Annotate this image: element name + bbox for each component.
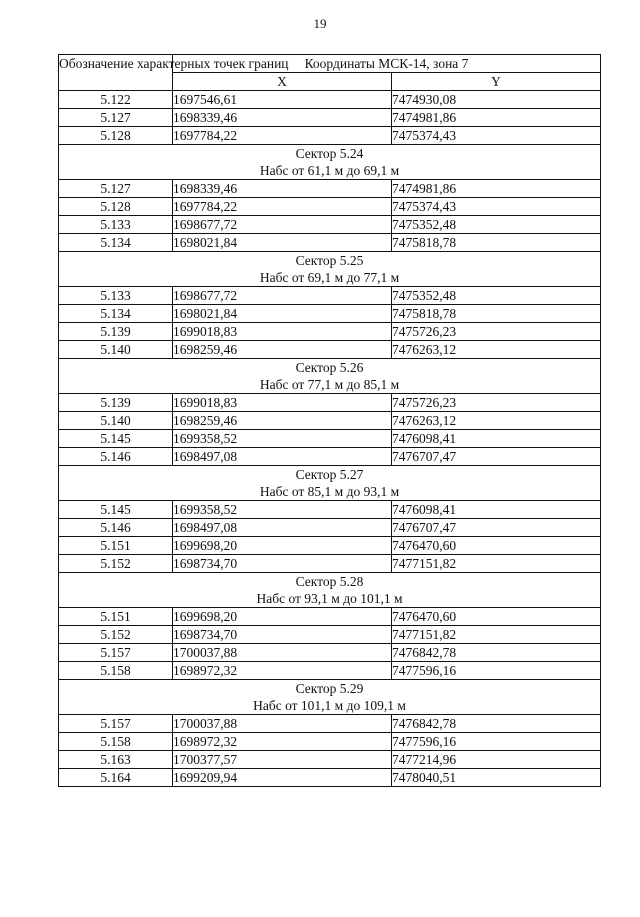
- table-row: [59, 519, 601, 537]
- sector-header: [59, 573, 601, 608]
- table-row: [59, 198, 601, 216]
- table-row: [59, 180, 601, 198]
- point-cell: 5.152: [59, 555, 173, 573]
- sector-range: Набс от 85,1 м до 93,1 м: [259, 484, 400, 499]
- y-cell: 7475374,43: [392, 198, 601, 216]
- table-row: [59, 448, 601, 466]
- y-cell: 7475726,23: [392, 394, 601, 412]
- y-cell: 7476098,41: [392, 430, 601, 448]
- x-cell: 1699018,83: [173, 394, 392, 412]
- x-cell: 1699358,52: [173, 430, 392, 448]
- y-cell: 7474981,86: [392, 109, 601, 127]
- y-cell: 7478040,51: [392, 769, 601, 787]
- y-cell: 7477596,16: [392, 733, 601, 751]
- y-cell: 7476470,60: [392, 537, 601, 555]
- sector-range: Набс от 101,1 м до 109,1 м: [253, 698, 406, 713]
- x-cell: 1699698,20: [173, 608, 392, 626]
- sector-range: Набс от 77,1 м до 85,1 м: [259, 377, 400, 392]
- sector-header: [59, 680, 601, 715]
- point-cell: 5.158: [59, 733, 173, 751]
- sector-title: Сектор 5.28: [295, 574, 364, 589]
- y-cell: 7476098,41: [392, 501, 601, 519]
- y-cell: 7476842,78: [392, 715, 601, 733]
- table-row: [59, 234, 601, 252]
- x-cell: 1697784,22: [173, 198, 392, 216]
- x-cell: 1700377,57: [173, 751, 392, 769]
- sector-title: Сектор 5.24: [295, 146, 364, 161]
- sector-range: Набс от 93,1 м до 101,1 м: [256, 591, 403, 606]
- point-cell: 5.128: [59, 127, 173, 145]
- point-cell: 5.133: [59, 287, 173, 305]
- sector-range: Набс от 69,1 м до 77,1 м: [259, 270, 400, 285]
- table-row: [59, 341, 601, 359]
- table-row: [59, 305, 601, 323]
- point-cell: 5.146: [59, 519, 173, 537]
- y-cell: 7475726,23: [392, 323, 601, 341]
- point-cell: 5.157: [59, 644, 173, 662]
- table-row: [59, 287, 601, 305]
- sector-header-row: [59, 252, 601, 287]
- y-cell: 7477151,82: [392, 555, 601, 573]
- x-cell: 1698259,46: [173, 341, 392, 359]
- table-row: [59, 501, 601, 519]
- y-cell: 7474981,86: [392, 180, 601, 198]
- table-row: [59, 412, 601, 430]
- x-cell: 1699698,20: [173, 537, 392, 555]
- y-cell: 7476707,47: [392, 519, 601, 537]
- x-cell: 1699018,83: [173, 323, 392, 341]
- table-row: [59, 555, 601, 573]
- table-row: [59, 769, 601, 787]
- y-column-header: Y: [392, 73, 601, 91]
- y-cell: 7476263,12: [392, 412, 601, 430]
- point-cell: 5.122: [59, 91, 173, 109]
- x-cell: 1698734,70: [173, 555, 392, 573]
- x-cell: 1698972,32: [173, 733, 392, 751]
- table-row: [59, 644, 601, 662]
- table-row: [59, 394, 601, 412]
- table-row: [59, 715, 601, 733]
- point-cell: 5.151: [59, 608, 173, 626]
- x-cell: 1698021,84: [173, 305, 392, 323]
- x-cell: 1697546,61: [173, 91, 392, 109]
- sector-title: Сектор 5.25: [295, 253, 364, 268]
- point-cell: 5.128: [59, 198, 173, 216]
- table-row: [59, 216, 601, 234]
- y-cell: 7474930,08: [392, 91, 601, 109]
- point-cell: 5.163: [59, 751, 173, 769]
- point-cell: 5.140: [59, 412, 173, 430]
- page-number: 19: [313, 16, 327, 31]
- sector-title: Сектор 5.26: [295, 360, 364, 375]
- x-cell: 1698339,46: [173, 180, 392, 198]
- point-cell: 5.157: [59, 715, 173, 733]
- x-cell: 1700037,88: [173, 715, 392, 733]
- x-cell: 1698339,46: [173, 109, 392, 127]
- sector-range: Набс от 61,1 м до 69,1 м: [259, 163, 400, 178]
- x-cell: 1698734,70: [173, 626, 392, 644]
- point-column-header: Обозначение характерных точек границ: [59, 55, 173, 91]
- x-cell: 1699209,94: [173, 769, 392, 787]
- table-row: [59, 91, 601, 109]
- point-cell: 5.134: [59, 234, 173, 252]
- sector-header-row: [59, 573, 601, 608]
- table-row: [59, 626, 601, 644]
- point-cell: 5.145: [59, 501, 173, 519]
- sector-header-row: [59, 145, 601, 180]
- point-cell: 5.140: [59, 341, 173, 359]
- x-cell: 1698497,08: [173, 448, 392, 466]
- sector-header-row: [59, 359, 601, 394]
- point-cell: 5.127: [59, 109, 173, 127]
- table-row: [59, 127, 601, 145]
- table-row: [59, 537, 601, 555]
- table-row: [59, 323, 601, 341]
- point-cell: 5.127: [59, 180, 173, 198]
- x-column-header: X: [173, 73, 392, 91]
- y-cell: 7475374,43: [392, 127, 601, 145]
- y-cell: 7476707,47: [392, 448, 601, 466]
- x-cell: 1697784,22: [173, 127, 392, 145]
- point-cell: 5.164: [59, 769, 173, 787]
- x-cell: 1698677,72: [173, 216, 392, 234]
- point-cell: 5.152: [59, 626, 173, 644]
- table-row: [59, 608, 601, 626]
- y-cell: 7477151,82: [392, 626, 601, 644]
- point-cell: 5.139: [59, 394, 173, 412]
- table-row: [59, 430, 601, 448]
- x-cell: 1698677,72: [173, 287, 392, 305]
- coordinates-header: Координаты МСК-14, зона 7: [173, 55, 601, 73]
- y-cell: 7476263,12: [392, 341, 601, 359]
- table-row: [59, 751, 601, 769]
- sector-header: [59, 145, 601, 180]
- table-row: [59, 109, 601, 127]
- sector-title: Сектор 5.29: [295, 681, 364, 696]
- point-cell: 5.146: [59, 448, 173, 466]
- point-cell: 5.158: [59, 662, 173, 680]
- sector-header-row: [59, 680, 601, 715]
- y-cell: 7475818,78: [392, 234, 601, 252]
- point-cell: 5.151: [59, 537, 173, 555]
- point-cell: 5.145: [59, 430, 173, 448]
- sector-header-row: [59, 466, 601, 501]
- table-row: [59, 733, 601, 751]
- table-body: [59, 91, 601, 787]
- x-cell: 1700037,88: [173, 644, 392, 662]
- point-cell: 5.133: [59, 216, 173, 234]
- y-cell: 7476470,60: [392, 608, 601, 626]
- table-row: [59, 662, 601, 680]
- point-cell: 5.134: [59, 305, 173, 323]
- x-cell: 1698259,46: [173, 412, 392, 430]
- x-cell: 1699358,52: [173, 501, 392, 519]
- sector-header: [59, 359, 601, 394]
- y-cell: 7475352,48: [392, 216, 601, 234]
- x-cell: 1698021,84: [173, 234, 392, 252]
- sector-header: [59, 466, 601, 501]
- x-cell: 1698497,08: [173, 519, 392, 537]
- sector-header: [59, 252, 601, 287]
- y-cell: 7477596,16: [392, 662, 601, 680]
- x-cell: 1698972,32: [173, 662, 392, 680]
- y-cell: 7475818,78: [392, 305, 601, 323]
- y-cell: 7475352,48: [392, 287, 601, 305]
- sector-title: Сектор 5.27: [295, 467, 364, 482]
- coordinates-table: [58, 54, 601, 787]
- point-cell: 5.139: [59, 323, 173, 341]
- y-cell: 7476842,78: [392, 644, 601, 662]
- y-cell: 7477214,96: [392, 751, 601, 769]
